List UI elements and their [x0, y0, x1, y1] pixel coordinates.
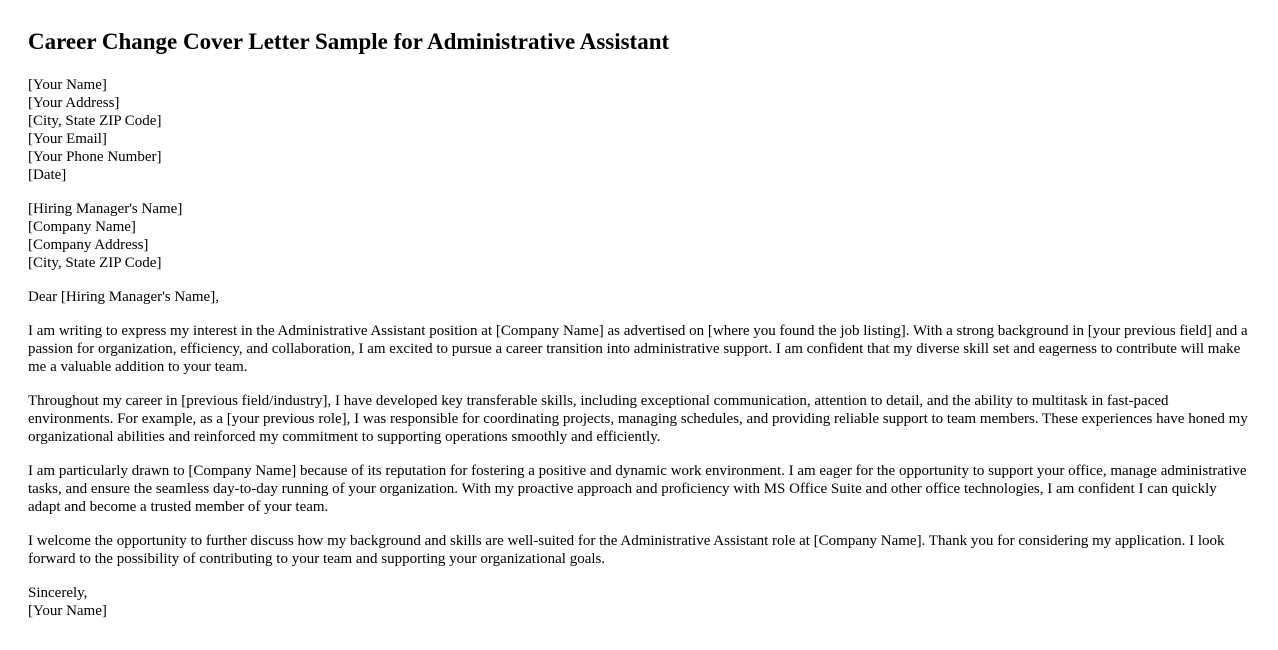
salutation: Dear [Hiring Manager's Name], — [28, 289, 219, 305]
sender-address-block — [28, 76, 1250, 184]
sender-address: [Your Address] — [28, 95, 120, 111]
signature-name: [Your Name] — [28, 603, 107, 619]
recipient-name: [Hiring Manager's Name] — [28, 201, 183, 217]
sender-phone: [Your Phone Number] — [28, 149, 162, 165]
sender-email: [Your Email] — [28, 131, 107, 147]
sender-city-state-zip: [City, State ZIP Code] — [28, 113, 162, 129]
recipient-company-address: [Company Address] — [28, 237, 149, 253]
body-paragraph-closing: I welcome the opportunity to further discuss how my background and skills are well-suited for the Administrative Assistant role at [Company Name]. Thank you for considering my application. I look forward to the possibility of contributing to your team and supporting your organizational goals. — [28, 533, 1225, 567]
recipient-city-state-zip: [City, State ZIP Code] — [28, 255, 162, 271]
recipient-company: [Company Name] — [28, 219, 136, 235]
body-paragraph-company: I am particularly drawn to [Company Name] because of its reputation for fostering a positive and dynamic work environment. I am eager for the opportunity to support your office, manage administrative tasks, and ensure the seamless day-to-day running of your organization. With my proactive approach and proficiency with MS Office Suite and other office technologies, I am confident I can quickly adapt and become a trusted member of your team. — [28, 463, 1247, 515]
valediction: Sincerely, — [28, 585, 88, 601]
sender-name: [Your Name] — [28, 77, 107, 93]
letter-date: [Date] — [28, 167, 67, 183]
recipient-address-block — [28, 200, 1250, 272]
closing-block — [28, 584, 1250, 620]
body-paragraph-intro: I am writing to express my interest in the Administrative Assistant position at [Company Name] as advertised on [where you found the job listing]. With a strong background in [your previous field] and a passion for organization, efficiency, and collaboration, I am excited to pursue a career transition into administrative support. I am confident that my diverse skill set and eagerness to contribute will make me a valuable addition to your team. — [28, 323, 1248, 375]
page-title: Career Change Cover Letter Sample for Administrative Assistant — [28, 29, 670, 54]
body-paragraph-skills: Throughout my career in [previous field/industry], I have developed key transferable skills, including exceptional communication, attention to detail, and the ability to multitask in fast-paced environments. For example, as a [your previous role], I was responsible for coordinating projects, managing schedules, and providing reliable support to team members. These experiences have honed my organizational abilities and reinforced my commitment to supporting operations smoothly and efficiently. — [28, 393, 1248, 445]
